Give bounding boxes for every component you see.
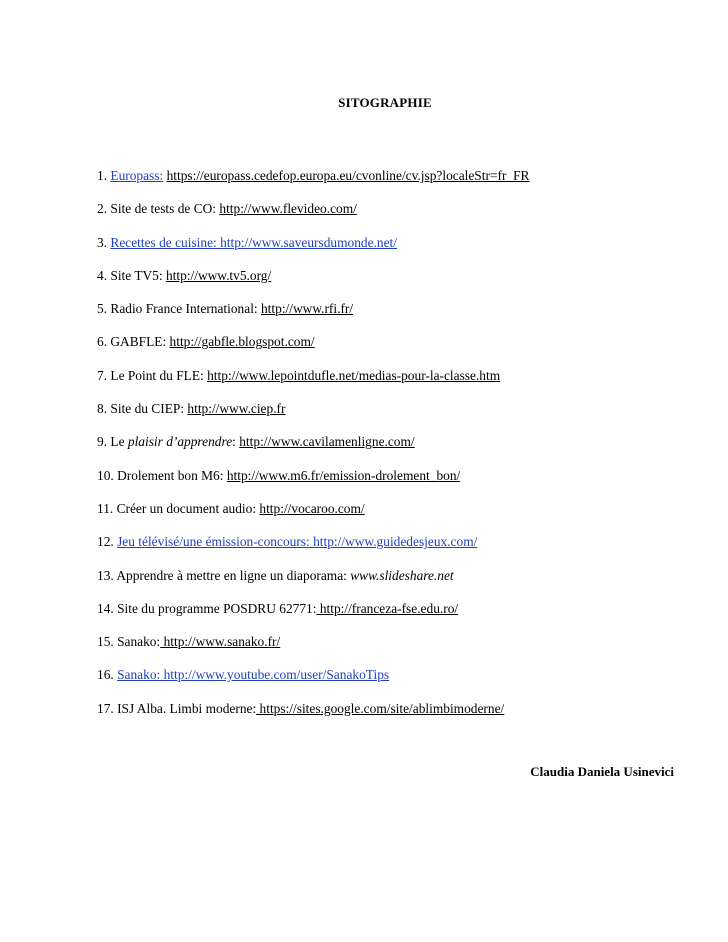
item-text: 4. Site TV5:	[97, 267, 166, 283]
item-text: 7. Le Point du FLE:	[97, 367, 208, 383]
item-text: 3.	[97, 234, 111, 250]
item-link[interactable]: http://www.rfi.fr/	[260, 301, 354, 317]
item-text: 9. Le	[97, 434, 128, 450]
sitography-list	[97, 168, 717, 734]
item-text: www.slideshare.net	[350, 567, 454, 583]
item-link[interactable]: https://europass.cedefop.europa.eu/cvonline/cv.jsp?localeStr=fr_FR	[166, 168, 530, 183]
list-item	[97, 634, 717, 667]
item-link[interactable]: Sanako: http://www.youtube.com/user/SanakoTips	[117, 667, 390, 683]
item-text: 1.	[97, 168, 111, 183]
item-link[interactable]: http://www.m6.fr/emission-drolement_bon/	[226, 467, 461, 483]
list-item	[97, 468, 717, 501]
list-item	[97, 235, 717, 268]
item-link[interactable]: http://www.tv5.org/	[165, 267, 272, 283]
item-link[interactable]: http://www.lepointdufle.net/medias-pour-la-classe.htm	[207, 367, 501, 383]
list-item	[97, 301, 717, 334]
list-item	[97, 434, 717, 467]
list-item	[97, 334, 717, 367]
item-link[interactable]: Recettes de cuisine: http://www.saveursdumonde.net/	[110, 234, 397, 250]
list-item	[97, 401, 717, 434]
item-link[interactable]: http://www.ciep.fr	[187, 401, 286, 417]
item-text: 11. Créer un document audio:	[97, 500, 260, 516]
item-text: 8. Site du CIEP:	[97, 401, 188, 417]
item-link[interactable]: http://www.cavilamenligne.com/	[239, 434, 415, 450]
item-text: 6. GABFLE:	[97, 334, 170, 350]
item-link[interactable]: http://franceza-fse.edu.ro/	[316, 600, 459, 616]
item-text: 16.	[97, 667, 118, 683]
item-link[interactable]: http://gabfle.blogspot.com/	[169, 334, 315, 350]
list-item	[97, 534, 717, 567]
item-text: 17. ISJ Alba. Limbi moderne:	[97, 700, 257, 716]
item-text: :	[232, 434, 240, 450]
list-item	[97, 701, 717, 734]
list-item	[97, 201, 717, 234]
list-item	[97, 667, 717, 700]
list-item	[97, 568, 717, 601]
page-title: SITOGRAPHIE	[338, 95, 432, 110]
item-link[interactable]: http://www.flevideo.com/	[219, 201, 357, 217]
item-text: plaisir d’apprendre	[127, 434, 233, 450]
item-text: Europass:	[110, 168, 164, 183]
item-link[interactable]: Jeu télévisé/une émission-concours: http://www.guidedesjeux.com/	[117, 534, 478, 550]
list-item	[97, 168, 717, 201]
item-text: 10. Drolement bon M6:	[97, 467, 227, 483]
item-text: 15. Sanako:	[97, 634, 161, 650]
item-text: 14. Site du programme POSDRU 62771:	[97, 600, 317, 616]
list-item	[97, 268, 717, 301]
item-text: 13. Apprendre à mettre en ligne un diaporama:	[97, 567, 351, 583]
list-item	[97, 501, 717, 534]
item-link[interactable]: http://vocaroo.com/	[259, 500, 365, 516]
item-text: 5. Radio France International:	[97, 301, 261, 317]
item-text: 2. Site de tests de CO:	[97, 201, 220, 217]
list-item	[97, 368, 717, 401]
item-link[interactable]: https://sites.google.com/site/ablimbimoderne/	[256, 700, 505, 716]
item-text: 12.	[97, 534, 118, 550]
item-link[interactable]: http://www.sanako.fr/	[160, 634, 281, 650]
author-signature: Claudia Daniela Usinevici	[530, 764, 674, 779]
list-item	[97, 601, 717, 634]
